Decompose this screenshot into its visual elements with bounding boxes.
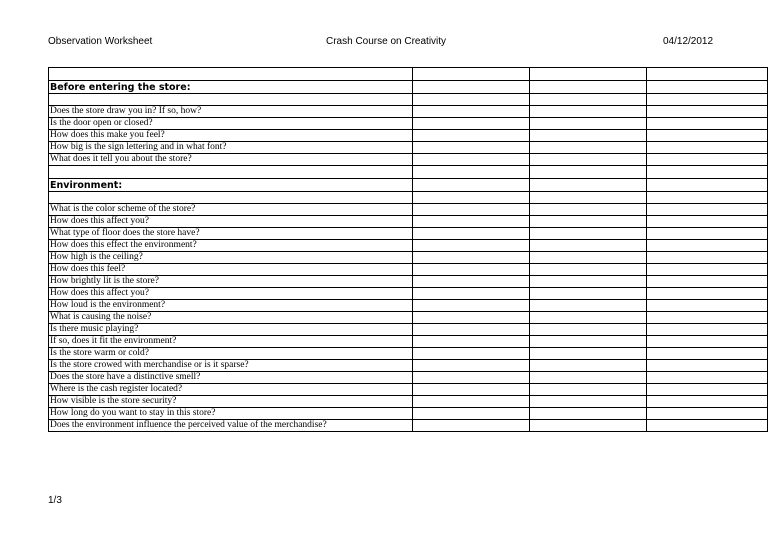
answer-cell[interactable]	[646, 252, 767, 264]
question-row	[49, 324, 768, 336]
answer-cell[interactable]	[529, 300, 646, 312]
question-row	[49, 228, 768, 240]
answer-cell[interactable]	[529, 240, 646, 252]
answer-cell[interactable]	[529, 94, 646, 106]
question-text: If so, does it fit the environment?	[49, 336, 413, 348]
answer-cell[interactable]	[413, 408, 529, 420]
question-row	[49, 420, 768, 432]
answer-cell[interactable]	[646, 106, 767, 118]
question-row	[49, 240, 768, 252]
course-title: Crash Course on Creativity	[326, 36, 447, 47]
answer-cell[interactable]	[413, 288, 529, 300]
answer-cell[interactable]	[413, 94, 529, 106]
answer-cell[interactable]	[413, 360, 529, 372]
question-text: How high is the ceiling?	[49, 252, 413, 264]
question-text: How does this feel?	[49, 264, 413, 276]
answer-cell[interactable]	[413, 192, 529, 204]
answer-cell[interactable]	[646, 216, 767, 228]
question-row	[49, 372, 768, 384]
question-row	[49, 408, 768, 420]
answer-cell[interactable]	[646, 372, 767, 384]
question-row	[49, 130, 768, 142]
answer-cell[interactable]	[529, 360, 646, 372]
answer-cell[interactable]	[529, 372, 646, 384]
question-row	[49, 216, 768, 228]
question-text: How brightly lit is the store?	[49, 276, 413, 288]
answer-cell[interactable]	[646, 228, 767, 240]
question-text: Where is the cash register located?	[49, 384, 413, 396]
answer-cell[interactable]	[413, 396, 529, 408]
question-row	[49, 396, 768, 408]
answer-cell[interactable]	[529, 192, 646, 204]
answer-cell[interactable]	[646, 348, 767, 360]
answer-cell[interactable]	[413, 264, 529, 276]
question-text: What is causing the noise?	[49, 312, 413, 324]
answer-cell[interactable]	[413, 312, 529, 324]
page-number: 1/3	[48, 495, 62, 506]
answer-cell[interactable]	[413, 324, 529, 336]
question-text: How visible is the store security?	[49, 396, 413, 408]
question-text: What is the color scheme of the store?	[49, 204, 413, 216]
answer-cell[interactable]	[529, 396, 646, 408]
question-text: Does the environment influence the perceived value of the merchandise?	[49, 420, 413, 432]
question-text: How does this affect you?	[49, 216, 413, 228]
answer-cell[interactable]	[529, 106, 646, 118]
answer-cell[interactable]	[529, 216, 646, 228]
question-row	[49, 154, 768, 166]
answer-cell[interactable]	[529, 408, 646, 420]
answer-cell[interactable]	[646, 192, 767, 204]
answer-cell[interactable]	[529, 264, 646, 276]
answer-cell[interactable]	[413, 142, 529, 154]
answer-cell[interactable]	[646, 360, 767, 372]
answer-cell[interactable]	[413, 300, 529, 312]
answer-cell[interactable]	[646, 396, 767, 408]
question-row	[49, 118, 768, 130]
question-row	[49, 384, 768, 396]
answer-cell[interactable]	[529, 154, 646, 166]
question-text: What does it tell you about the store?	[49, 154, 413, 166]
section-heading-row	[49, 81, 768, 94]
answer-cell[interactable]	[529, 166, 646, 179]
answer-cell[interactable]	[529, 142, 646, 154]
answer-cell[interactable]	[529, 252, 646, 264]
spacer-row	[49, 192, 768, 204]
answer-cell[interactable]	[413, 166, 529, 179]
spacer-row	[49, 166, 768, 179]
answer-cell[interactable]	[646, 264, 767, 276]
question-row	[49, 360, 768, 372]
answer-cell[interactable]	[529, 228, 646, 240]
question-text: How big is the sign lettering and in what font?	[49, 142, 413, 154]
answer-cell[interactable]	[646, 142, 767, 154]
answer-cell[interactable]	[646, 312, 767, 324]
question-text: How does this effect the environment?	[49, 240, 413, 252]
question-text: How does this make you feel?	[49, 130, 413, 142]
section-title: Environment:	[49, 179, 413, 192]
answer-cell[interactable]	[646, 300, 767, 312]
answer-cell[interactable]	[646, 324, 767, 336]
question-row	[49, 348, 768, 360]
question-row	[49, 106, 768, 118]
answer-cell[interactable]	[646, 81, 767, 94]
question-text: Is the store warm or cold?	[49, 348, 413, 360]
answer-cell[interactable]	[646, 384, 767, 396]
spacer-row	[49, 94, 768, 106]
blank-cell	[49, 166, 413, 179]
answer-cell[interactable]	[646, 336, 767, 348]
answer-cell[interactable]	[646, 179, 767, 192]
question-row	[49, 312, 768, 324]
question-row	[49, 288, 768, 300]
answer-cell[interactable]	[529, 288, 646, 300]
answer-cell[interactable]	[413, 228, 529, 240]
answer-cell[interactable]	[413, 118, 529, 130]
answer-cell[interactable]	[646, 288, 767, 300]
answer-cell[interactable]	[413, 276, 529, 288]
answer-cell[interactable]	[529, 130, 646, 142]
blank-cell	[49, 94, 413, 106]
document-title: Observation Worksheet	[48, 36, 153, 47]
answer-cell[interactable]	[529, 324, 646, 336]
answer-cell[interactable]	[529, 384, 646, 396]
answer-cell[interactable]	[529, 336, 646, 348]
answer-cell[interactable]	[529, 348, 646, 360]
question-text: How does this affect you?	[49, 288, 413, 300]
answer-cell[interactable]	[646, 166, 767, 179]
question-row	[49, 336, 768, 348]
answer-cell[interactable]	[413, 336, 529, 348]
section-title: Before entering the store:	[49, 81, 413, 94]
answer-cell[interactable]	[413, 216, 529, 228]
blank-cell	[49, 192, 413, 204]
answer-cell[interactable]	[646, 420, 767, 432]
observation-table	[48, 67, 768, 432]
answer-cell[interactable]	[646, 154, 767, 166]
answer-cell[interactable]	[529, 179, 646, 192]
question-text: Is the store crowed with merchandise or is it sparse?	[49, 360, 413, 372]
question-text: How loud is the environment?	[49, 300, 413, 312]
question-text: What type of floor does the store have?	[49, 228, 413, 240]
answer-cell[interactable]	[413, 384, 529, 396]
answer-cell[interactable]	[529, 276, 646, 288]
spacer-row	[49, 68, 768, 81]
question-text: Does the store draw you in? If so, how?	[49, 106, 413, 118]
question-row	[49, 142, 768, 154]
section-heading-row	[49, 179, 768, 192]
question-text: Is there music playing?	[49, 324, 413, 336]
answer-cell[interactable]	[529, 118, 646, 130]
answer-cell[interactable]	[646, 118, 767, 130]
answer-cell[interactable]	[413, 420, 529, 432]
answer-cell[interactable]	[413, 204, 529, 216]
answer-cell[interactable]	[646, 94, 767, 106]
question-row	[49, 252, 768, 264]
question-row	[49, 276, 768, 288]
answer-cell[interactable]	[529, 312, 646, 324]
answer-cell[interactable]	[529, 204, 646, 216]
answer-cell[interactable]	[413, 68, 529, 81]
answer-cell[interactable]	[646, 276, 767, 288]
answer-cell[interactable]	[413, 348, 529, 360]
answer-cell[interactable]	[646, 240, 767, 252]
answer-cell[interactable]	[413, 372, 529, 384]
answer-cell[interactable]	[646, 408, 767, 420]
question-text: How long do you want to stay in this store?	[49, 408, 413, 420]
answer-cell[interactable]	[529, 68, 646, 81]
answer-cell[interactable]	[646, 204, 767, 216]
question-text: Does the store have a distinctive smell?	[49, 372, 413, 384]
question-row	[49, 204, 768, 216]
answer-cell[interactable]	[413, 81, 529, 94]
answer-cell[interactable]	[413, 179, 529, 192]
answer-cell[interactable]	[529, 420, 646, 432]
question-row	[49, 300, 768, 312]
answer-cell[interactable]	[413, 106, 529, 118]
answer-cell[interactable]	[529, 81, 646, 94]
blank-cell	[49, 68, 413, 81]
answer-cell[interactable]	[646, 68, 767, 81]
answer-cell[interactable]	[413, 240, 529, 252]
question-row	[49, 264, 768, 276]
answer-cell[interactable]	[413, 154, 529, 166]
answer-cell[interactable]	[413, 252, 529, 264]
document-date: 04/12/2012	[663, 36, 714, 47]
answer-cell[interactable]	[413, 130, 529, 142]
question-text: Is the door open or closed?	[49, 118, 413, 130]
answer-cell[interactable]	[646, 130, 767, 142]
